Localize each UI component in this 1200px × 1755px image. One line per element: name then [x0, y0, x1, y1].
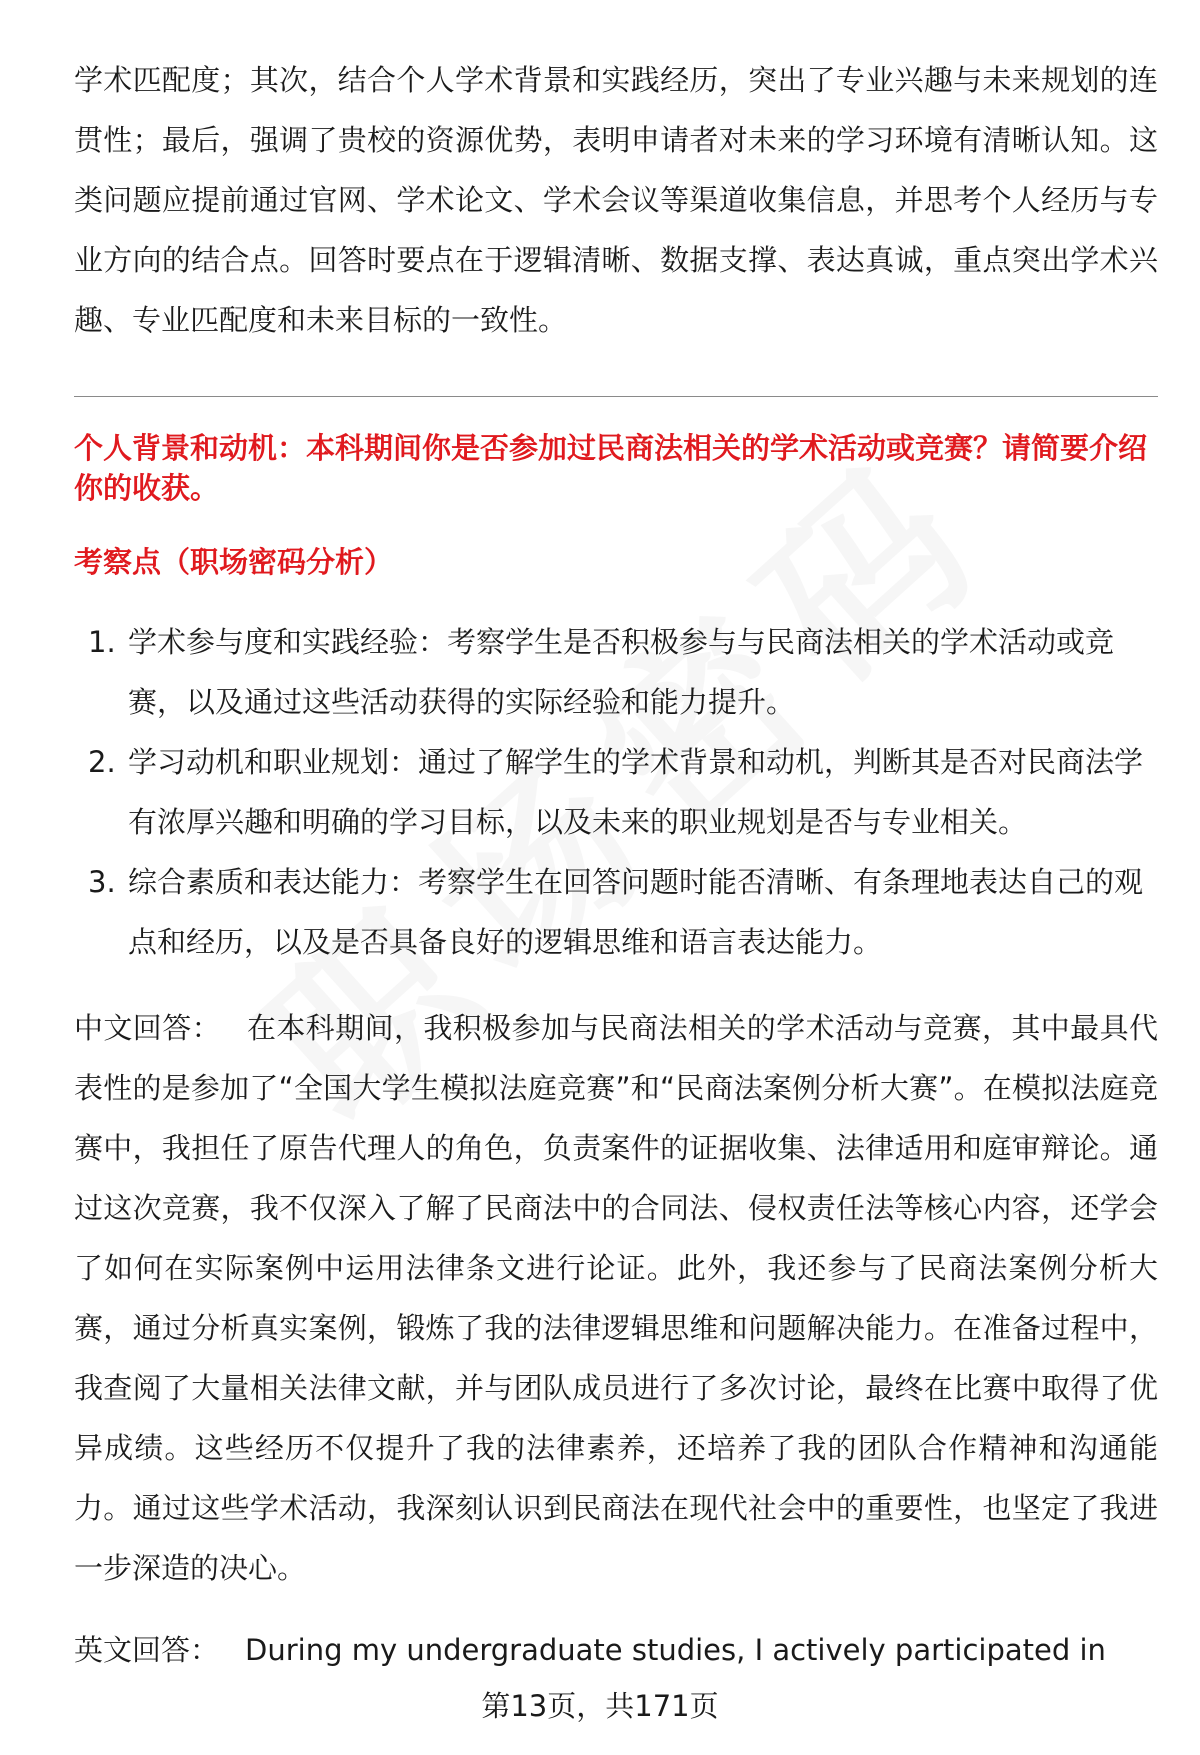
english-answer: [74, 1628, 1158, 1672]
list-item: [74, 852, 1158, 972]
list-item: [74, 612, 1158, 732]
section-divider: [74, 396, 1158, 397]
list-number: 1.: [88, 625, 116, 659]
question-heading: 个人背景和动机：本科期间你是否参加过民商法相关的学术活动或竞赛？请简要介绍你的收获。: [74, 431, 1148, 505]
page-footer: 第13页，共171页: [481, 1689, 719, 1723]
english-answer-label: 英文回答：: [74, 1633, 220, 1667]
chinese-answer-label: 中文回答：: [74, 1011, 221, 1045]
focus-points-list: [74, 612, 1158, 972]
chinese-answer: [74, 998, 1158, 1598]
chinese-answer-text: 在本科期间，我积极参加与民商法相关的学术活动与竞赛，其中最具代表性的是参加了“全国大学生模拟法庭竞赛”和“民商法案例分析大赛”。在模拟法庭竞赛中，我担任了原告代理人的角色，负责案件的证据收集、法律适用和庭审辩论。通过这次竞赛，我不仅深入了解了民商法中的合同法、侵权责任法等核心内容，还学会了如何在实际案例中运用法律条文进行论证。此外，我还参与了民商法案例分析大赛，通过分析真实案例，锻炼了我的法律逻辑思维和问题解决能力。在准备过程中，我查阅了大量相关法律文献，并与团队成员进行了多次讨论，最终在比赛中取得了优异成绩。这些经历不仅提升了我的法律素养，还培养了我的团队合作精神和沟通能力。通过这些学术活动，我深刻认识到民商法在现代社会中的重要性，也坚定了我进一步深造的决心。: [74, 1011, 1158, 1585]
list-item-text: 综合素质和表达能力：考察学生在回答问题时能否清晰、有条理地表达自己的观点和经历，以及是否具备良好的逻辑思维和语言表达能力。: [128, 865, 1144, 959]
intro-paragraph: 学术匹配度；其次，结合个人学术背景和实践经历，突出了专业兴趣与未来规划的连贯性；最后，强调了贵校的资源优势，表明申请者对未来的学习环境有清晰认知。这类问题应提前通过官网、学术论文、学术会议等渠道收集信息，并思考个人经历与专业方向的结合点。回答时要点在于逻辑清晰、数据支撑、表达真诚，重点突出学术兴趣、专业匹配度和未来目标的一致性。: [74, 63, 1158, 337]
list-item-text: 学习动机和职业规划：通过了解学生的学术背景和动机，判断其是否对民商法学有浓厚兴趣和明确的学习目标，以及未来的职业规划是否与专业相关。: [128, 745, 1144, 839]
english-answer-text: During my undergraduate studies, I actively participated in: [245, 1633, 1106, 1667]
focus-heading: 考察点（职场密码分析）: [74, 545, 394, 579]
list-number: 2.: [88, 745, 116, 779]
list-number: 3.: [88, 865, 116, 899]
list-item: [74, 732, 1158, 852]
list-item-text: 学术参与度和实践经验：考察学生是否积极参与与民商法相关的学术活动或竞赛，以及通过这些活动获得的实际经验和能力提升。: [128, 625, 1115, 719]
